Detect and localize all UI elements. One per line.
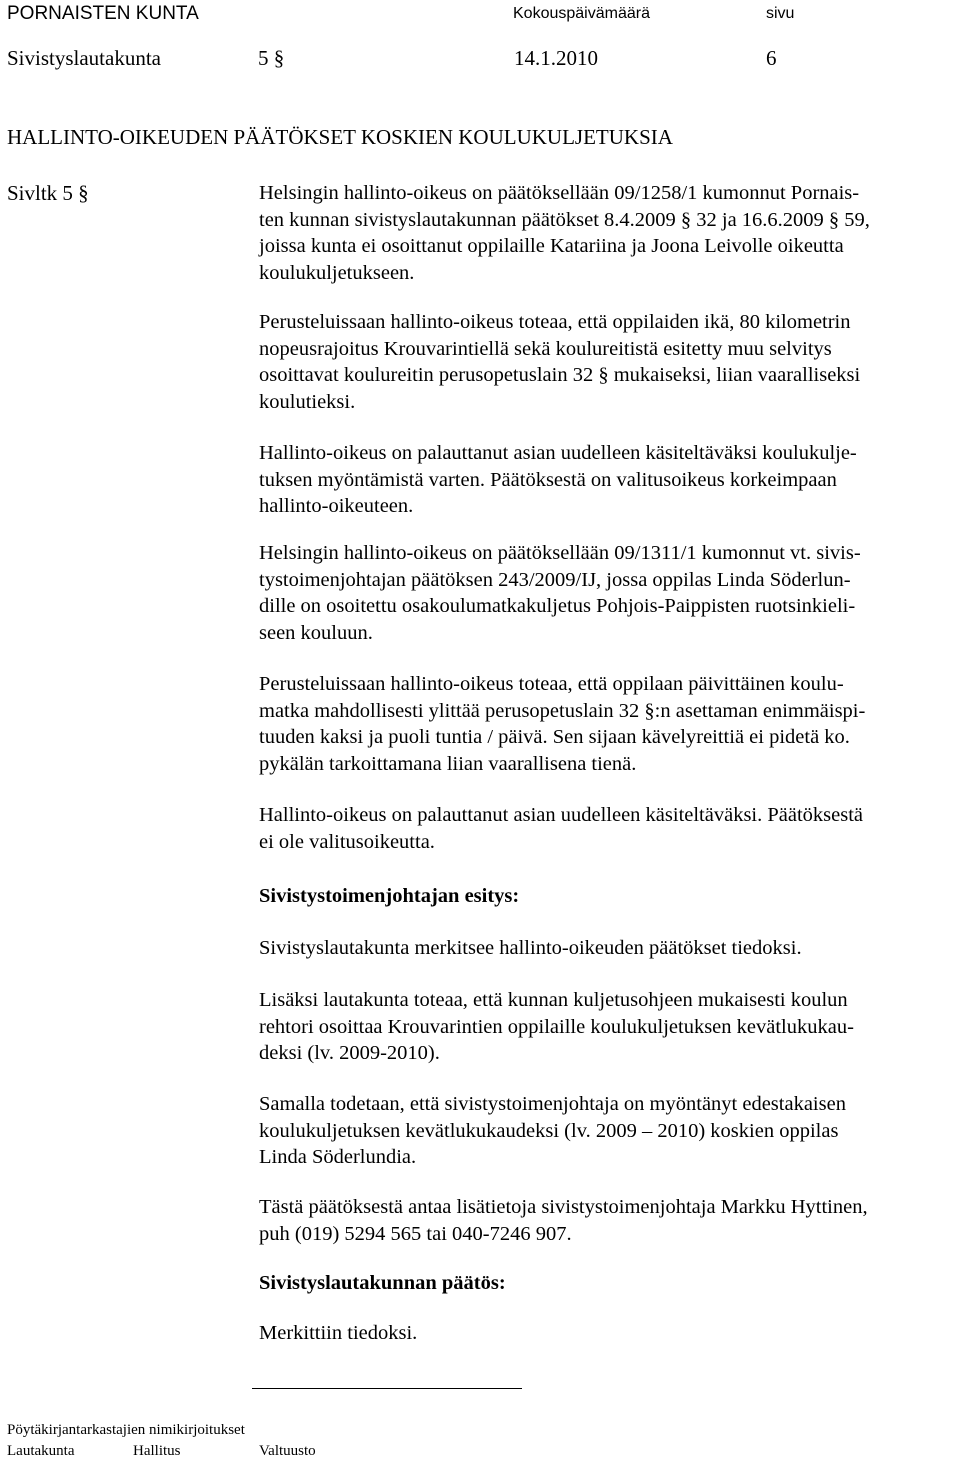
text-line: dille on osoitettu osakoulumatkakuljetus Pohjois-Paippisten ruotsinkieli-	[259, 595, 856, 617]
footer-title: Pöytäkirjantarkastajien nimikirjoitukset	[7, 1422, 245, 1438]
text-line: joissa kunta ei osoittanut oppilaille Katariina ja Joona Leivolle oikeutta	[259, 235, 844, 257]
text-line: Samalla todetaan, että sivistystoimenjohtaja on myöntänyt edestakaisen	[259, 1093, 846, 1115]
date-label: Kokouspäivämäärä	[513, 5, 650, 22]
text-line: hallinto-oikeuteen.	[259, 495, 414, 517]
text-line: osoittavat koulureitin perusopetuslain 32 § mukaiseksi, liian vaaralliseksi	[259, 364, 861, 386]
text-line: koulutieksi.	[259, 390, 356, 413]
text-line: seen kouluun.	[259, 621, 373, 644]
decision-heading	[259, 1270, 959, 1297]
text-line: Helsingin hallinto-oikeus on päätöksellään 09/1311/1 kumonnut vt. sivis-	[259, 542, 861, 564]
board-name: Sivistyslautakunta	[7, 46, 161, 70]
footer-hallitus: Hallitus	[133, 1443, 181, 1459]
paragraph-1	[259, 180, 959, 286]
paragraph-7	[259, 935, 959, 962]
text-line: Perusteluissaan hallinto-oikeus toteaa, että oppilaiden ikä, 80 kilometrin	[259, 311, 851, 333]
text-line: Helsingin hallinto-oikeus on päätöksellään 09/1258/1 kumonnut Pornais-	[259, 182, 860, 204]
footer-valtuusto: Valtuusto	[259, 1443, 316, 1459]
text-line: tystoimenjohtajan päätöksen 243/2009/IJ, jossa oppilas Linda Söderlun-	[259, 568, 851, 591]
text-line: Lisäksi lautakunta toteaa, että kunnan kuljetusohjeen mukaisesti koulun	[259, 989, 848, 1011]
section-number: 5 §	[258, 46, 285, 70]
signature-line	[252, 1388, 522, 1389]
text-line: Merkittiin tiedoksi.	[259, 1322, 418, 1344]
municipality-name: PORNAISTEN KUNTA	[7, 3, 199, 24]
paragraph-5	[259, 671, 959, 777]
text-line: ten kunnan sivistyslautakunnan päätökset 8.4.2009 § 32 ja 16.6.2009 § 59,	[259, 208, 870, 231]
document-title: HALLINTO-OIKEUDEN PÄÄTÖKSET KOSKIEN KOULUKULJETUKSIA	[7, 125, 673, 149]
text-line: Linda Söderlundia.	[259, 1146, 417, 1168]
text-line: matka mahdollisesti ylittää perusopetuslain 32 §:n asettaman enimmäispi-	[259, 699, 866, 722]
paragraph-6	[259, 802, 959, 855]
heading-text: Sivistystoimenjohtajan esitys:	[259, 885, 520, 907]
paragraph-10	[259, 1194, 959, 1247]
text-line: Perusteluissaan hallinto-oikeus toteaa, että oppilaan päivittäinen koulu-	[259, 673, 844, 695]
paragraph-2	[259, 309, 959, 415]
text-line: puh (019) 5294 565 tai 040-7246 907.	[259, 1222, 572, 1245]
footer-lautakunta: Lautakunta	[7, 1443, 75, 1459]
text-line: deksi (lv. 2009-2010).	[259, 1042, 440, 1064]
paragraph-8	[259, 987, 959, 1067]
text-line: tuuden kaksi ja puoli tuntia / päivä. Sen sijaan kävelyreittiä ei pidetä ko.	[259, 726, 850, 748]
meeting-date: 14.1.2010	[514, 46, 598, 70]
paragraph-3	[259, 440, 959, 520]
text-line: tuksen myöntämistä varten. Päätöksestä on valitusoikeus korkeimpaan	[259, 468, 837, 491]
heading-text: Sivistyslautakunnan päätös:	[259, 1272, 506, 1294]
text-line: rehtori osoittaa Krouvarintien oppilaille koulukuljetuksen kevätlukukau-	[259, 1015, 854, 1038]
proposal-heading	[259, 883, 959, 910]
text-line: Sivistyslautakunta merkitsee hallinto-oikeuden päätökset tiedoksi.	[259, 937, 802, 959]
page-number: 6	[766, 46, 777, 70]
paragraph-4	[259, 540, 959, 646]
text-line: koulukuljetukseen.	[259, 261, 415, 284]
text-line: Hallinto-oikeus on palauttanut asian uudelleen käsiteltäväksi. Päätöksestä	[259, 804, 864, 826]
section-reference: Sivltk 5 §	[7, 181, 89, 205]
text-line: pykälän tarkoittamana liian vaarallisena tienä.	[259, 752, 637, 775]
paragraph-11	[259, 1320, 959, 1347]
paragraph-9	[259, 1091, 959, 1171]
text-line: Tästä päätöksestä antaa lisätietoja sivistystoimenjohtaja Markku Hyttinen,	[259, 1196, 868, 1218]
text-line: ei ole valitusoikeutta.	[259, 830, 435, 853]
page-label: sivu	[766, 5, 795, 22]
text-line: koulukuljetuksen kevätlukukaudeksi (lv. 2009 – 2010) koskien oppilas	[259, 1119, 839, 1142]
text-line: nopeusrajoitus Krouvarintiellä sekä koulureitistä esitetty muu selvitys	[259, 337, 832, 360]
text-line: Hallinto-oikeus on palauttanut asian uudelleen käsiteltäväksi koulukulje-	[259, 442, 857, 464]
